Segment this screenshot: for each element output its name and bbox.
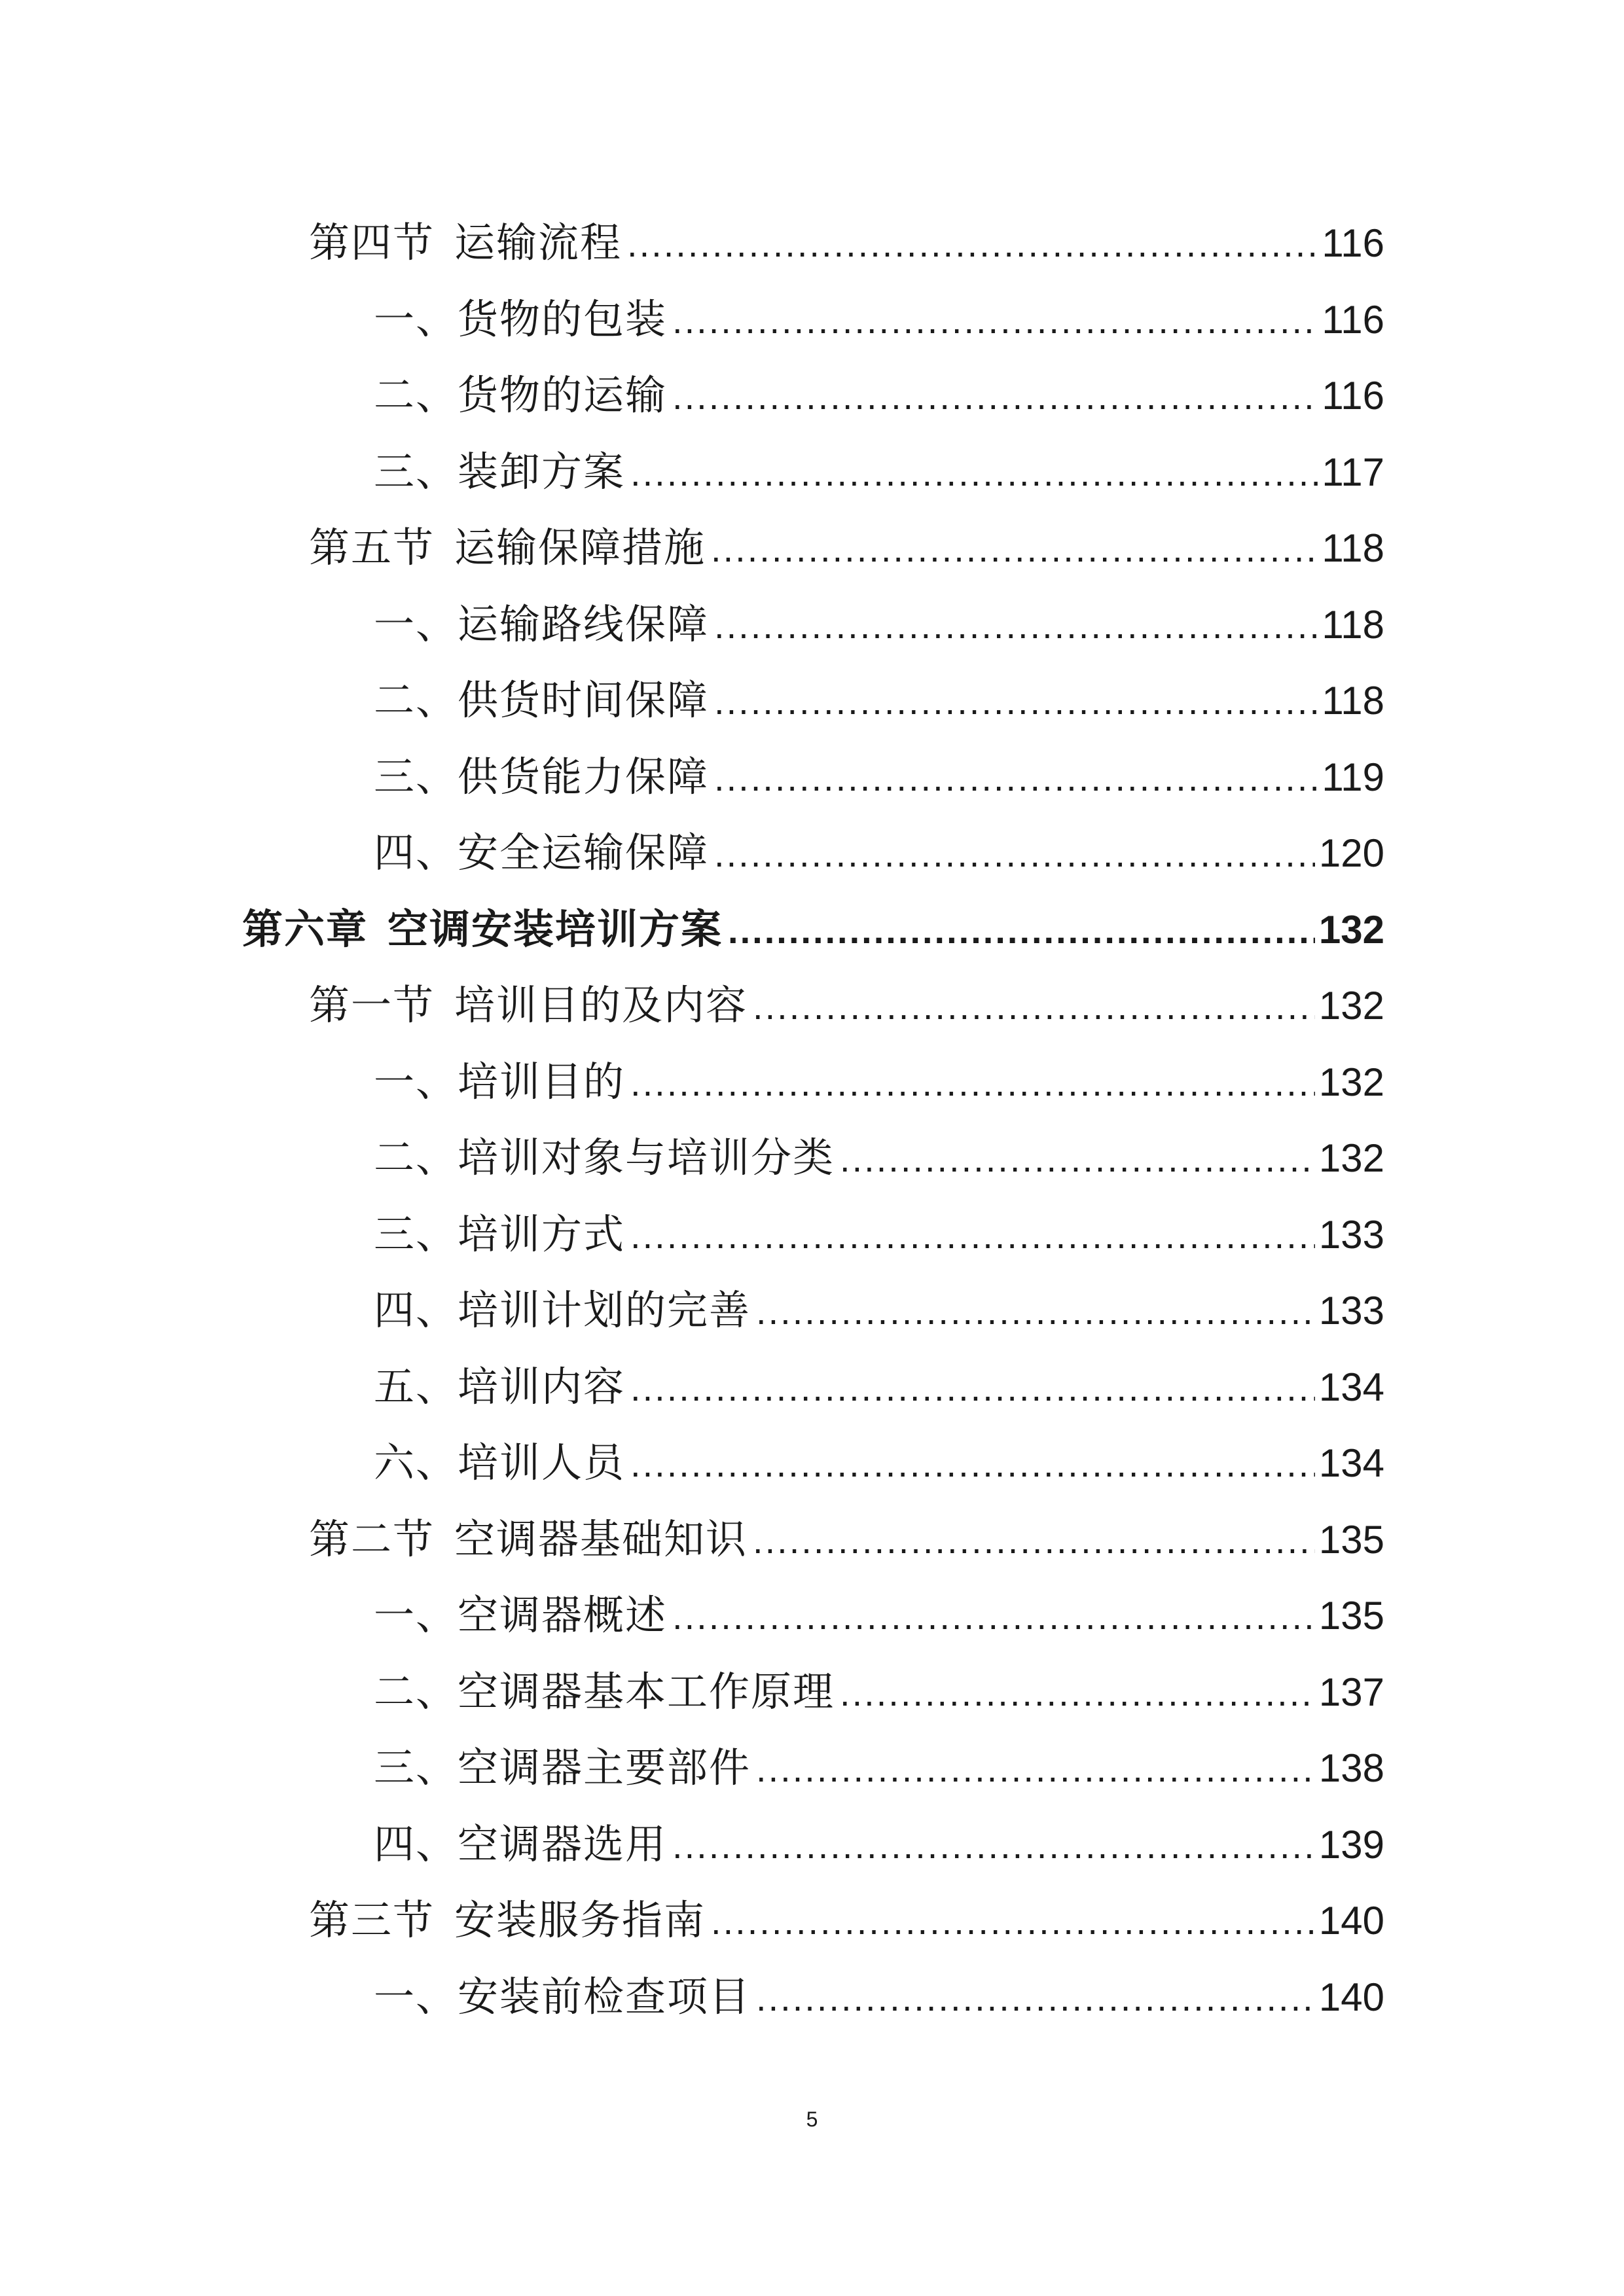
toc-entry-label	[374, 1349, 625, 1426]
toc-entry-page-number: 140	[1318, 1899, 1384, 1943]
toc-entry-number: 四、	[374, 829, 458, 876]
toc-entry-title: 培训人员	[458, 1439, 626, 1486]
toc-dot-leader	[714, 664, 1318, 740]
toc-dot-leader	[672, 359, 1318, 435]
toc-entry-number: 六、	[374, 1439, 458, 1486]
toc-entry-title: 运输保障措施	[454, 524, 706, 571]
toc-entry-title: 空调器概述	[458, 1591, 668, 1639]
toc-entry-item[interactable]	[242, 1959, 1384, 2036]
toc-entry-page-number: 118	[1322, 679, 1384, 723]
toc-entry-number: 三、	[374, 752, 458, 800]
toc-entry-label	[242, 891, 723, 968]
toc-entry-title: 培训目的及内容	[454, 981, 748, 1029]
toc-entry-label	[374, 1120, 835, 1196]
toc-entry-title: 培训计划的完善	[458, 1286, 751, 1334]
toc-entry-label	[374, 1044, 625, 1121]
toc-entry-number: 第二节	[309, 1515, 435, 1563]
toc-entry-title: 培训方式	[458, 1210, 626, 1258]
toc-entry-label	[374, 1577, 667, 1654]
toc-entry-page-number: 140	[1318, 1975, 1384, 2019]
toc-entry-chapter[interactable]	[242, 891, 1384, 968]
toc-dot-leader	[630, 1045, 1315, 1122]
toc-entry-item[interactable]	[242, 1577, 1384, 1654]
toc-entry-number: 一、	[374, 600, 458, 648]
toc-entry-label	[374, 1272, 751, 1349]
toc-dot-leader	[711, 511, 1318, 588]
toc-entry-label	[374, 1730, 751, 1806]
toc-dot-leader	[756, 1274, 1315, 1350]
toc-dot-leader	[672, 1808, 1315, 1884]
toc-entry-page-number: 134	[1318, 1365, 1384, 1409]
toc-entry-page-number: 120	[1318, 831, 1384, 875]
toc-entry-number: 一、	[374, 1591, 458, 1639]
toc-dot-leader	[714, 816, 1315, 893]
toc-entry-page-number: 135	[1318, 1594, 1384, 1638]
toc-entry-item[interactable]	[242, 1425, 1384, 1501]
toc-entry-label	[309, 510, 706, 586]
toc-entry-item[interactable]	[242, 815, 1384, 891]
toc-entry-title: 运输路线保障	[458, 600, 710, 648]
toc-entry-label	[374, 1654, 835, 1731]
toc-entry-page-number: 132	[1318, 907, 1384, 952]
toc-entry-item[interactable]	[242, 1654, 1384, 1731]
toc-entry-page-number: 132	[1318, 1060, 1384, 1104]
toc-entry-page-number: 139	[1318, 1822, 1384, 1867]
toc-dot-leader	[714, 588, 1318, 664]
toc-entry-item[interactable]	[242, 1272, 1384, 1349]
toc-entry-title: 培训对象与培训分类	[458, 1134, 835, 1181]
toc-entry-page-number: 132	[1318, 984, 1384, 1028]
toc-entry-page-number: 133	[1318, 1212, 1384, 1257]
toc-entry-page-number: 133	[1318, 1289, 1384, 1333]
toc-entry-title: 空调器选用	[458, 1820, 668, 1868]
toc-entry-label	[309, 1882, 706, 1959]
toc-dot-leader	[672, 283, 1318, 359]
toc-entry-title: 空调器基本工作原理	[458, 1667, 835, 1715]
toc-entry-label	[374, 586, 709, 663]
toc-dot-leader	[728, 893, 1315, 969]
toc-entry-section[interactable]	[242, 1882, 1384, 1959]
toc-entry-title: 空调安装培训方案	[388, 905, 723, 953]
toc-entry-page-number: 116	[1322, 297, 1384, 342]
toc-entry-item[interactable]	[242, 1349, 1384, 1426]
toc-entry-number: 二、	[374, 1134, 458, 1181]
toc-entry-page-number: 132	[1318, 1136, 1384, 1180]
toc-entry-title: 空调器基础知识	[454, 1515, 748, 1563]
toc-dot-leader	[630, 1350, 1315, 1427]
toc-entry-number: 第四节	[309, 219, 435, 266]
toc-dot-leader	[630, 1198, 1315, 1274]
toc-entry-page-number: 116	[1322, 221, 1384, 265]
toc-dot-leader	[714, 740, 1318, 817]
toc-entry-label	[374, 1806, 667, 1883]
toc-entry-item[interactable]	[242, 586, 1384, 663]
toc-entry-page-number: 135	[1318, 1517, 1384, 1562]
toc-entry-title: 培训目的	[458, 1057, 626, 1105]
toc-entry-page-number: 117	[1322, 450, 1384, 494]
toc-entry-label	[374, 815, 709, 891]
toc-entry-label	[374, 1425, 625, 1501]
toc-entry-number: 一、	[374, 1057, 458, 1105]
toc-entry-title: 货物的运输	[458, 371, 668, 419]
toc-entry-title: 运输流程	[454, 219, 623, 266]
toc-entry-title: 供货时间保障	[458, 676, 710, 724]
toc-entry-item[interactable]	[242, 434, 1384, 511]
toc-entry-number: 四、	[374, 1286, 458, 1334]
toc-entry-title: 安装前检查项目	[458, 1972, 751, 2020]
toc-dot-leader	[627, 206, 1318, 283]
toc-entry-page-number: 118	[1322, 602, 1384, 647]
toc-entry-number: 二、	[374, 371, 458, 419]
toc-entry-item[interactable]	[242, 1044, 1384, 1121]
toc-dot-leader	[630, 435, 1318, 512]
toc-dot-leader	[630, 1426, 1315, 1503]
toc-entry-title: 装卸方案	[458, 447, 626, 495]
toc-entry-title: 培训内容	[458, 1362, 626, 1410]
toc-entry-title: 空调器主要部件	[458, 1744, 751, 1791]
toc-dot-leader	[672, 1579, 1315, 1655]
toc-entry-label	[374, 739, 709, 816]
toc-dot-leader	[840, 1121, 1315, 1198]
toc-entry-label	[374, 662, 709, 739]
toc-entry-item[interactable]	[242, 739, 1384, 816]
toc-entry-section[interactable]	[242, 205, 1384, 281]
toc-entry-section[interactable]	[242, 510, 1384, 586]
toc-entry-title: 货物的包装	[458, 295, 668, 343]
toc-dot-leader	[753, 969, 1315, 1045]
toc-entry-title: 供货能力保障	[458, 752, 710, 800]
toc-entry-label	[374, 281, 667, 358]
toc-entry-page-number: 138	[1318, 1746, 1384, 1790]
toc-entry-number: 三、	[374, 447, 458, 495]
toc-entry-number: 五、	[374, 1362, 458, 1410]
toc-entry-number: 二、	[374, 1667, 458, 1715]
toc-entry-page-number: 118	[1322, 526, 1384, 570]
toc-entry-number: 第三节	[309, 1896, 435, 1944]
toc-entry-label	[309, 205, 622, 281]
toc-entry-number: 第一节	[309, 981, 435, 1029]
toc-dot-leader	[840, 1655, 1315, 1732]
toc-entry-section[interactable]	[242, 1501, 1384, 1578]
toc-entry-item[interactable]	[242, 662, 1384, 739]
toc-entry-section[interactable]	[242, 967, 1384, 1044]
toc-entry-number: 一、	[374, 295, 458, 343]
toc-dot-leader	[753, 1503, 1315, 1579]
toc-entry-item[interactable]	[242, 1120, 1384, 1196]
toc-dot-leader	[711, 1884, 1315, 1960]
toc-entry-number: 一、	[374, 1972, 458, 2020]
toc-entry-item[interactable]	[242, 1806, 1384, 1883]
toc-entry-number: 三、	[374, 1210, 458, 1258]
toc-dot-leader	[756, 1960, 1315, 2037]
toc-entry-page-number: 134	[1318, 1441, 1384, 1485]
toc-entry-item[interactable]	[242, 1196, 1384, 1273]
toc-entry-label	[374, 1959, 751, 2036]
toc-entry-number: 二、	[374, 676, 458, 724]
table-of-contents	[242, 205, 1384, 2035]
toc-entry-item[interactable]	[242, 357, 1384, 434]
toc-entry-number: 第六章	[242, 905, 369, 953]
toc-entry-number: 四、	[374, 1820, 458, 1868]
toc-entry-page-number: 137	[1318, 1670, 1384, 1714]
page-number: 5	[806, 2108, 818, 2131]
toc-entry-page-number: 119	[1322, 755, 1384, 799]
toc-entry-number: 三、	[374, 1744, 458, 1791]
toc-entry-label	[309, 1501, 748, 1578]
toc-entry-label	[374, 434, 625, 511]
toc-entry-label	[309, 967, 748, 1044]
toc-entry-page-number: 116	[1322, 374, 1384, 418]
toc-entry-label	[374, 357, 667, 434]
toc-entry-title: 安装服务指南	[454, 1896, 706, 1944]
toc-entry-label	[374, 1196, 625, 1273]
toc-entry-number: 第五节	[309, 524, 435, 571]
toc-entry-item[interactable]	[242, 281, 1384, 358]
toc-entry-title: 安全运输保障	[458, 829, 710, 876]
toc-dot-leader	[756, 1731, 1315, 1808]
toc-entry-item[interactable]	[242, 1730, 1384, 1806]
